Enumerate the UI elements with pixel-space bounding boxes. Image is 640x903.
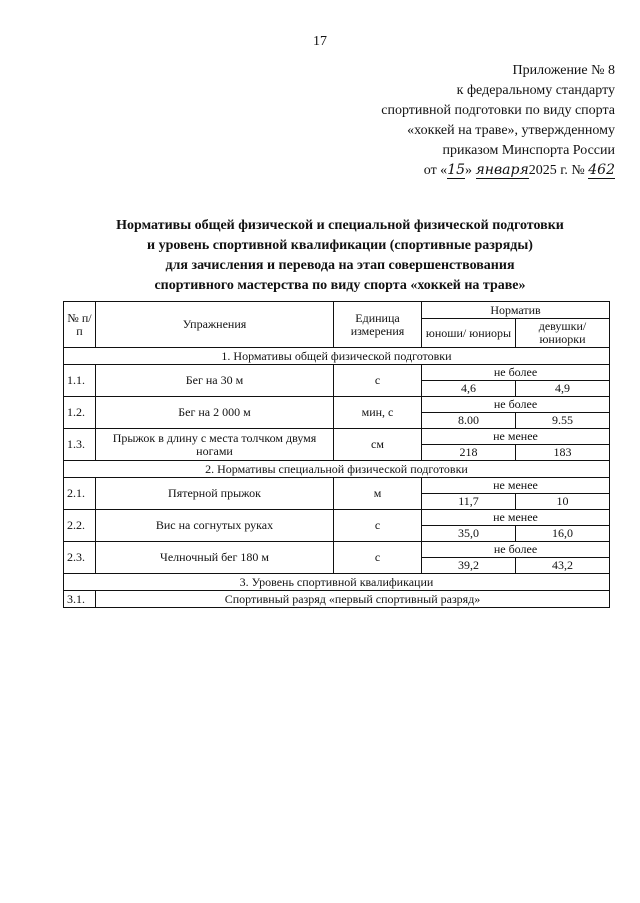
header-norm: Норматив bbox=[422, 302, 610, 319]
section-heading: 3. Уровень спортивной квалификации bbox=[64, 574, 610, 591]
header-unit: Единица измерения bbox=[334, 302, 422, 348]
norms-table bbox=[63, 301, 610, 608]
appendix-date-line bbox=[320, 161, 615, 181]
row-condition: не менее bbox=[422, 429, 610, 445]
row-boys-value: 39,2 bbox=[422, 558, 516, 574]
header-girls: девушки/ юниорки bbox=[516, 319, 610, 348]
row-number: 3.1. bbox=[64, 591, 96, 608]
row-girls-value: 183 bbox=[516, 445, 610, 461]
row-girls-value: 4,9 bbox=[516, 381, 610, 397]
row-unit: с bbox=[334, 365, 422, 397]
header-boys: юноши/ юниоры bbox=[422, 319, 516, 348]
title-line: для зачисления и перевода на этап совершенствования bbox=[165, 258, 515, 273]
table-row bbox=[64, 365, 610, 381]
row-exercise: Челночный бег 180 м bbox=[96, 542, 334, 574]
row-number: 2.3. bbox=[64, 542, 96, 574]
row-exercise: Прыжок в длину с места толчком двумя ногами bbox=[96, 429, 334, 461]
appendix-line: Приложение № 8 bbox=[512, 63, 615, 78]
table-row bbox=[64, 510, 610, 526]
date-month-signature: января bbox=[475, 162, 529, 178]
page-number: 17 bbox=[313, 34, 327, 49]
row-unit: с bbox=[334, 542, 422, 574]
row-number: 1.1. bbox=[64, 365, 96, 397]
appendix-line: спортивной подготовки по виду спорта bbox=[381, 103, 615, 118]
row-condition: не более bbox=[422, 365, 610, 381]
header-exercise: Упражнения bbox=[96, 302, 334, 348]
row-unit: мин, с bbox=[334, 397, 422, 429]
header-num: № п/п bbox=[64, 302, 96, 348]
row-girls-value: 16,0 bbox=[516, 526, 610, 542]
row-exercise: Бег на 30 м bbox=[96, 365, 334, 397]
date-day-signature: 15 bbox=[447, 162, 466, 178]
section-heading: 1. Нормативы общей физической подготовки bbox=[64, 348, 610, 365]
row-number: 2.2. bbox=[64, 510, 96, 542]
table-row bbox=[64, 429, 610, 445]
row-girls-value: 10 bbox=[516, 494, 610, 510]
document-title bbox=[40, 216, 640, 296]
row-girls-value: 9.55 bbox=[516, 413, 610, 429]
row-unit: м bbox=[334, 478, 422, 510]
date-year: 2025 г. № bbox=[528, 163, 585, 178]
row-condition: не менее bbox=[422, 510, 610, 526]
row-exercise: Вис на согнутых руках bbox=[96, 510, 334, 542]
table-row bbox=[64, 478, 610, 494]
qualification-text: Спортивный разряд «первый спортивный разряд» bbox=[96, 591, 610, 608]
appendix-line: к федеральному стандарту bbox=[456, 83, 615, 98]
row-unit: с bbox=[334, 510, 422, 542]
row-unit: см bbox=[334, 429, 422, 461]
row-condition: не более bbox=[422, 542, 610, 558]
appendix-header bbox=[320, 61, 615, 181]
title-line: Нормативы общей физической и специальной физической подготовки bbox=[116, 218, 564, 233]
section-heading: 2. Нормативы специальной физической подготовки bbox=[64, 461, 610, 478]
row-boys-value: 4,6 bbox=[422, 381, 516, 397]
row-girls-value: 43,2 bbox=[516, 558, 610, 574]
row-boys-value: 8.00 bbox=[422, 413, 516, 429]
row-number: 1.2. bbox=[64, 397, 96, 429]
date-prefix: от « bbox=[423, 163, 448, 178]
table-row bbox=[64, 542, 610, 558]
appendix-line: «хоккей на траве», утвержденному bbox=[407, 123, 615, 138]
row-exercise: Пятерной прыжок bbox=[96, 478, 334, 510]
appendix-line: приказом Минспорта России bbox=[442, 143, 615, 158]
row-condition: не менее bbox=[422, 478, 610, 494]
order-number-signature: 462 bbox=[588, 162, 615, 178]
row-number: 1.3. bbox=[64, 429, 96, 461]
row-exercise: Бег на 2 000 м bbox=[96, 397, 334, 429]
row-condition: не более bbox=[422, 397, 610, 413]
row-number: 2.1. bbox=[64, 478, 96, 510]
title-line: и уровень спортивной квалификации (спортивные разряды) bbox=[147, 238, 533, 253]
date-mid: » bbox=[465, 163, 473, 178]
title-line: спортивного мастерства по виду спорта «хоккей на траве» bbox=[154, 278, 526, 293]
table-row bbox=[64, 591, 610, 608]
row-boys-value: 35,0 bbox=[422, 526, 516, 542]
row-boys-value: 11,7 bbox=[422, 494, 516, 510]
table-row bbox=[64, 397, 610, 413]
row-boys-value: 218 bbox=[422, 445, 516, 461]
